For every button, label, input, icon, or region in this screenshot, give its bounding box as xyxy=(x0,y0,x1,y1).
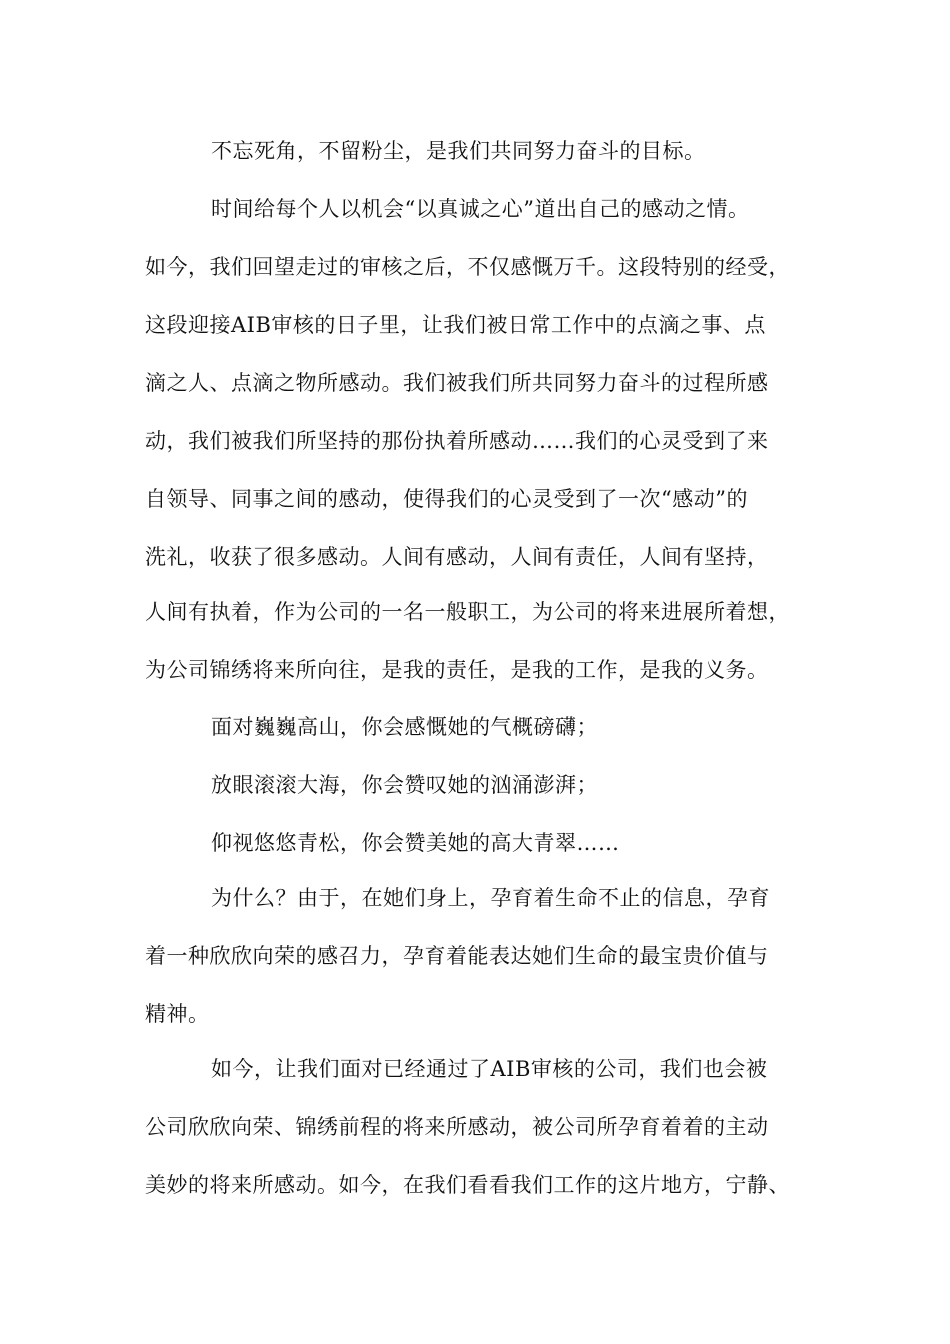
paragraph-line: 放眼滚滚大海，你会赞叹她的汹涌澎湃； xyxy=(211,773,598,797)
paragraph-line: 公司欣欣向荣、锦绣前程的将来所感动，被公司所孕育着着的主动 xyxy=(145,1115,769,1139)
paragraph-line: 时间给每个人以机会“以真诚之心”道出自己的感动之情。 xyxy=(211,197,750,221)
paragraph-line: 仰视悠悠青松，你会赞美她的高大青翠…… xyxy=(211,831,620,855)
paragraph-line: 这段迎接AIB审核的日子里，让我们被日常工作中的点滴之事、点 xyxy=(145,313,766,337)
paragraph-line: 自领导、同事之间的感动，使得我们的心灵受到了一次“感动”的 xyxy=(145,487,748,511)
paragraph-line: 人间有执着，作为公司的一名一般职工，为公司的将来进展所着想， xyxy=(145,600,790,624)
paragraph-line: 洗礼，收获了很多感动。人间有感动，人间有责任，人间有坚持， xyxy=(145,545,769,569)
paragraph-line: 美妙的将来所感动。如今，在我们看看我们工作的这片地方，宁静、 xyxy=(145,1173,790,1197)
paragraph-line: 为公司锦绣将来所向往，是我的责任，是我的工作，是我的义务。 xyxy=(145,658,769,682)
paragraph-line: 如今，让我们面对已经通过了AIB审核的公司，我们也会被 xyxy=(211,1057,768,1081)
paragraph-line: 为什么？由于，在她们身上，孕育着生命不止的信息，孕育 xyxy=(211,886,770,910)
paragraph-line: 精神。 xyxy=(145,1002,210,1026)
paragraph-line: 着一种欣欣向荣的感召力，孕育着能表达她们生命的最宝贵价值与 xyxy=(145,944,769,968)
paragraph-line: 滴之人、点滴之物所感动。我们被我们所共同努力奋斗的过程所感 xyxy=(145,371,769,395)
paragraph-line: 面对巍巍高山，你会感慨她的气概磅礴； xyxy=(211,715,598,739)
paragraph-line: 不忘死角，不留粉尘，是我们共同努力奋斗的目标。 xyxy=(211,139,706,163)
paragraph-line: 动，我们被我们所坚持的那份执着所感动……我们的心灵受到了来 xyxy=(145,429,769,453)
paragraph-line: 如今，我们回望走过的审核之后，不仅感慨万千。这段特别的经受， xyxy=(145,255,790,279)
